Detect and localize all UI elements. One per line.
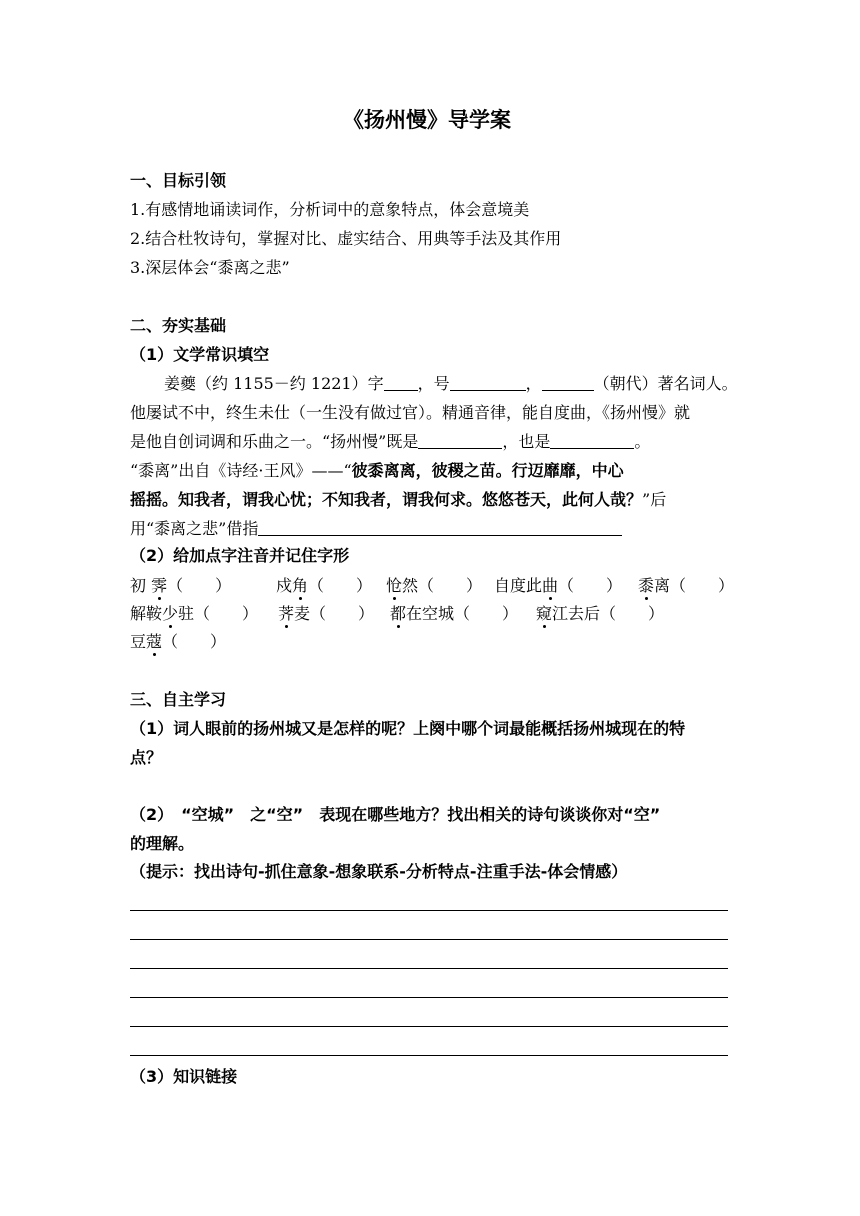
answer-line[interactable] bbox=[130, 997, 728, 998]
pinyin-item[interactable]: 初 霁（ ） bbox=[130, 576, 232, 595]
text-seg: “黍离”出自《诗经·王风》——“ bbox=[130, 461, 352, 480]
pinyin-item[interactable]: 戍角（ ） bbox=[276, 576, 373, 595]
answer-line[interactable] bbox=[130, 939, 728, 940]
text-seg: 是他自创词调和乐曲之一。“扬州慢”既是 bbox=[130, 432, 419, 451]
answer-line[interactable] bbox=[130, 968, 728, 969]
fill-blank-hao[interactable] bbox=[450, 376, 526, 391]
section3-heading: 三、自主学习 bbox=[130, 690, 227, 709]
fill-blank-dynasty[interactable] bbox=[542, 376, 594, 391]
paragraph-line-3 bbox=[130, 434, 650, 450]
pinyin-item[interactable]: 窥江去后（ ） bbox=[536, 604, 665, 623]
question-3-heading: （3）知识链接 bbox=[130, 1067, 238, 1086]
sub-heading-literature: （1）文学常识填空 bbox=[130, 345, 270, 364]
pinyin-item[interactable]: 都在空城（ ） bbox=[390, 604, 519, 623]
text-seg: （朝代）著名词人。 bbox=[593, 374, 738, 393]
goal-item-1: 1.有感情地诵读词作，分析词中的意象特点，体会意境美 bbox=[130, 200, 530, 219]
pinyin-item[interactable]: 怆然（ ） bbox=[386, 576, 483, 595]
question-2-line-2: 的理解。 bbox=[130, 834, 195, 853]
quote-bold: 摇摇。知我者，谓我心忧；不知我者，谓我何求。悠悠苍天，此何人哉？ bbox=[130, 490, 643, 509]
question-1-line-2: 点？ bbox=[130, 748, 163, 767]
quote-bold: 彼黍离离，彼稷之苗。行迈靡靡，中心 bbox=[351, 461, 624, 480]
text-seg: 姜夔（约 1155－约 1221）字 bbox=[164, 374, 384, 393]
text-seg: ”后 bbox=[642, 490, 667, 509]
pinyin-item[interactable]: 豆蔻（ ） bbox=[130, 632, 227, 651]
page-title: 《扬州慢》导学案 bbox=[343, 108, 511, 132]
pinyin-item[interactable]: 黍离（ ） bbox=[638, 576, 735, 595]
text-seg: ，也是 bbox=[502, 432, 551, 451]
goal-item-3: 3.深层体会“黍离之悲” bbox=[130, 258, 290, 277]
text-seg: 。 bbox=[634, 432, 651, 451]
text-seg: ，号 bbox=[417, 374, 450, 393]
text-seg: 用“黍离之悲”借指 bbox=[130, 519, 259, 538]
pinyin-item[interactable]: 解鞍少驻（ ） bbox=[130, 604, 259, 623]
goal-item-2: 2.结合杜牧诗句，掌握对比、虚实结合、用典等手法及其作用 bbox=[130, 229, 562, 248]
answer-line[interactable] bbox=[130, 1055, 728, 1056]
paragraph-line-5 bbox=[130, 492, 666, 508]
section2-heading: 二、夯实基础 bbox=[130, 316, 227, 335]
paragraph-line-2: 他屡试不中，终生未仕（一生没有做过官）。精通音律，能自度曲，《扬州慢》就 bbox=[130, 403, 691, 422]
paragraph-line-6 bbox=[130, 521, 622, 537]
pinyin-item[interactable]: 荠麦（ ） bbox=[278, 604, 375, 623]
answer-line[interactable] bbox=[130, 1026, 728, 1027]
pinyin-item[interactable]: 自度此曲（ ） bbox=[494, 576, 623, 595]
paragraph-line-4 bbox=[130, 463, 624, 479]
fill-blank-shulizhibei[interactable] bbox=[258, 521, 622, 536]
fill-blank-zi[interactable] bbox=[384, 376, 418, 391]
question-2-line-1: （2） “空城” 之“空” 表现在哪些地方？找出相关的诗句谈谈你对“空” bbox=[130, 805, 661, 824]
text-seg: ， bbox=[525, 374, 542, 393]
section1-heading: 一、目标引领 bbox=[130, 171, 227, 190]
answer-line[interactable] bbox=[130, 910, 728, 911]
fill-blank-yangzhoumanA[interactable] bbox=[418, 434, 502, 449]
question-1-line-1: （1）词人眼前的扬州城又是怎样的呢？上阕中哪个词最能概括扬州城现在的特 bbox=[130, 719, 686, 738]
question-2-hint: （提示：找出诗句-抓住意象-想象联系-分析特点-注重手法-体会情感） bbox=[130, 862, 628, 881]
paragraph-line-1 bbox=[164, 376, 738, 392]
sub-heading-pinyin: （2）给加点字注音并记住字形 bbox=[130, 546, 350, 565]
fill-blank-yangzhoumanB[interactable] bbox=[550, 434, 634, 449]
